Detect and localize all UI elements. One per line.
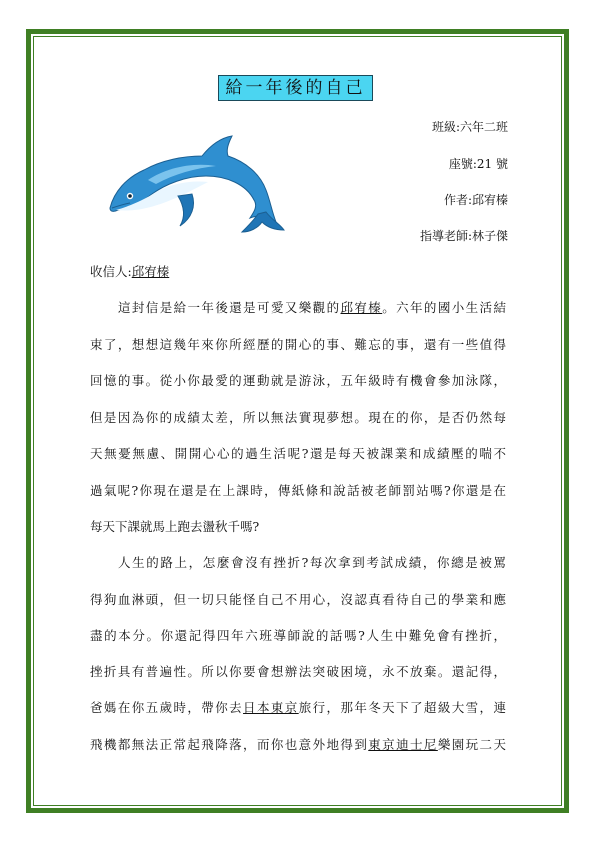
paragraph1-line6: 過氣呢?你現在還是在上課時，傳紙條和說話被老師罰站嗎?你還是在 xyxy=(90,483,506,498)
text-span: 樂園玩二天 xyxy=(437,737,506,752)
paragraph1-line1 xyxy=(118,298,506,316)
dolphin-illustration xyxy=(100,130,285,235)
paragraph2-line5 xyxy=(90,698,506,716)
paragraph1-line3: 回憶的事。從小你最愛的運動就是游泳，五年級時有機會參加泳隊， xyxy=(90,373,506,388)
underlined-name: 邱宥榛 xyxy=(340,300,383,315)
paragraph1-line5: 天無憂無慮、開開心心的過生活呢?還是每天被課業和成績壓的喘不 xyxy=(90,446,506,461)
text-span: 飛機都無法正常起飛降落，而你也意外地得到 xyxy=(90,737,369,752)
author: 作者:邱宥榛 xyxy=(443,193,508,207)
class-info: 班級:六年二班 xyxy=(431,120,508,134)
paragraph1-line2: 束了，想想這幾年來你所經歷的開心的事、難忘的事，還有一些值得 xyxy=(90,337,506,352)
underlined-place: 東京迪士尼 xyxy=(368,737,438,752)
text-span: 這封信是給一年後還是可愛又樂觀的 xyxy=(118,300,341,315)
paragraph1-line7: 每天下課就馬上跑去盪秋千嗎? xyxy=(90,519,260,534)
paragraph2-line2: 得狗血淋頭，但一切只能怪自己不用心，沒認真看待自己的學業和應 xyxy=(90,592,506,607)
paragraph2-line1: 人生的路上，怎麼會沒有挫折?每次拿到考試成績，你總是被罵 xyxy=(118,555,506,570)
seat-number: 座號:21 號 xyxy=(448,157,508,171)
text-span: 。六年的國小生活結 xyxy=(382,300,506,315)
page-title: 給一年後的自己 xyxy=(218,75,373,101)
recipient-line xyxy=(90,262,169,280)
text-span: 爸媽在你五歲時，帶你去 xyxy=(90,700,244,715)
paragraph2-line6 xyxy=(90,735,506,753)
paragraph2-line4: 挫折具有普遍性。所以你要會想辦法突破困境，永不放棄。還記得， xyxy=(90,664,506,679)
underlined-place: 日本東京 xyxy=(243,700,299,715)
recipient-label: 收信人: xyxy=(90,264,132,279)
paragraph2-line3: 盡的本分。你還記得四年六班導師說的話嗎?人生中難免會有挫折， xyxy=(90,628,506,643)
teacher: 指導老師:林子傑 xyxy=(419,229,508,243)
paragraph1-line4: 但是因為你的成績太差，所以無法實現夢想。現在的你，是否仍然每 xyxy=(90,410,506,425)
text-span: 旅行，那年冬天下了超級大雪，連 xyxy=(298,700,506,715)
recipient-name: 邱宥榛 xyxy=(131,264,170,279)
